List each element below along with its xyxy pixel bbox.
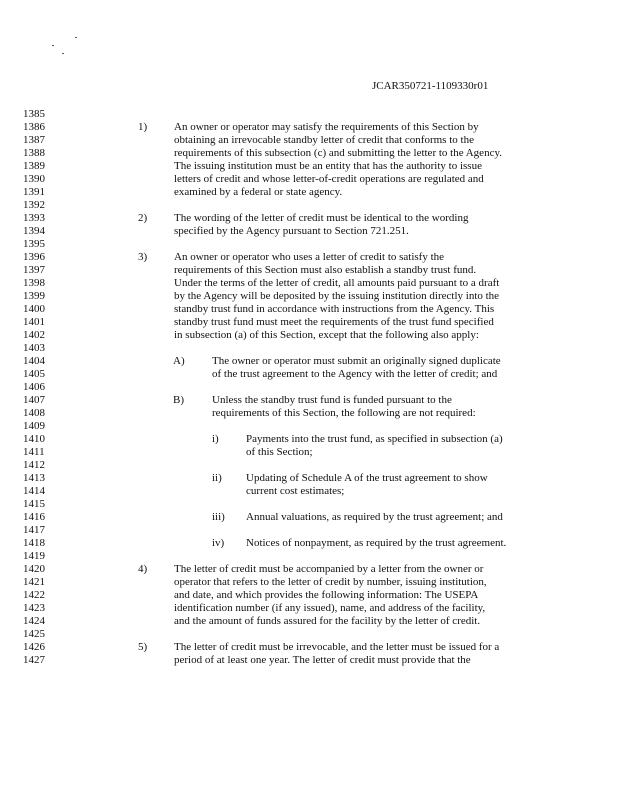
text-line	[0, 290, 618, 303]
line-text: requirements of this Section, the following are not required:	[212, 407, 476, 419]
text-line	[0, 238, 618, 251]
text-line	[0, 459, 618, 472]
line-number: 1391	[23, 186, 45, 198]
text-line	[0, 511, 618, 524]
line-text: Under the terms of the letter of credit, all amounts paid pursuant to a draft	[174, 277, 500, 289]
text-line	[0, 186, 618, 199]
line-number: 1393	[23, 212, 45, 224]
text-line	[0, 550, 618, 563]
line-text: standby trust fund in accordance with instructions from the Agency. This	[174, 303, 495, 315]
line-number: 1388	[23, 147, 45, 159]
line-text: and date, and which provides the following information: The USEPA	[174, 589, 479, 601]
line-number: 1413	[23, 472, 45, 484]
line-number: 1399	[23, 290, 45, 302]
line-text: Notices of nonpayment, as required by the trust agreement.	[246, 537, 507, 549]
list-marker: i)	[212, 433, 219, 445]
line-text: operator that refers to the letter of credit by number, issuing institution,	[174, 576, 487, 588]
list-marker: 3)	[138, 251, 148, 263]
line-number: 1404	[23, 355, 45, 367]
line-text: requirements of this subsection (c) and submitting the letter to the Agency.	[174, 147, 502, 159]
scan-speck	[52, 45, 54, 46]
text-line	[0, 563, 618, 576]
line-number: 1407	[23, 394, 45, 406]
text-line	[0, 615, 618, 628]
text-line	[0, 134, 618, 147]
line-text: period of at least one year. The letter of credit must provide that the	[174, 654, 471, 666]
text-line	[0, 381, 618, 394]
text-line	[0, 589, 618, 602]
line-number: 1424	[23, 615, 45, 627]
line-text: Payments into the trust fund, as specified in subsection (a)	[246, 433, 503, 445]
text-line	[0, 212, 618, 225]
line-text: requirements of this Section must also establish a standby trust fund.	[174, 264, 477, 276]
text-line	[0, 537, 618, 550]
list-marker: 2)	[138, 212, 148, 224]
line-number: 1392	[23, 199, 45, 211]
line-number: 1415	[23, 498, 45, 510]
list-marker: A)	[173, 355, 185, 367]
text-line	[0, 160, 618, 173]
text-line	[0, 147, 618, 160]
line-number: 1425	[23, 628, 45, 640]
text-line	[0, 108, 618, 121]
text-line	[0, 472, 618, 485]
text-line	[0, 329, 618, 342]
line-text: current cost estimates;	[246, 485, 345, 497]
line-number: 1390	[23, 173, 45, 185]
line-number: 1419	[23, 550, 45, 562]
line-number: 1423	[23, 602, 45, 614]
text-line	[0, 407, 618, 420]
text-line	[0, 628, 618, 641]
text-line	[0, 498, 618, 511]
line-number: 1387	[23, 134, 45, 146]
line-number: 1385	[23, 108, 45, 120]
line-text: identification number (if any issued), name, and address of the facility,	[174, 602, 486, 614]
line-text: The issuing institution must be an entity that has the authority to issue	[174, 160, 482, 172]
line-text: The letter of credit must be accompanied by a letter from the owner or	[174, 563, 484, 575]
line-number: 1427	[23, 654, 45, 666]
list-marker: iii)	[212, 511, 225, 523]
line-text: examined by a federal or state agency.	[174, 186, 343, 198]
text-line	[0, 524, 618, 537]
line-text: in subsection (a) of this Section, except that the following also apply:	[174, 329, 479, 341]
text-line	[0, 394, 618, 407]
line-number: 1414	[23, 485, 45, 497]
line-text: letters of credit and whose letter-of-credit operations are regulated and	[174, 173, 484, 185]
text-line	[0, 368, 618, 381]
text-line	[0, 199, 618, 212]
text-line	[0, 576, 618, 589]
line-number: 1402	[23, 329, 45, 341]
line-number: 1394	[23, 225, 45, 237]
line-number: 1403	[23, 342, 45, 354]
line-text: An owner or operator who uses a letter of credit to satisfy the	[174, 251, 445, 263]
line-number: 1411	[23, 446, 45, 458]
line-number: 1405	[23, 368, 45, 380]
text-line	[0, 654, 618, 667]
text-line	[0, 342, 618, 355]
line-text: Annual valuations, as required by the trust agreement; and	[246, 511, 503, 523]
text-line	[0, 433, 618, 446]
line-text: An owner or operator may satisfy the requirements of this Section by	[174, 121, 479, 133]
text-line	[0, 641, 618, 654]
text-line	[0, 173, 618, 186]
line-text: specified by the Agency pursuant to Section 721.251.	[174, 225, 409, 237]
line-number: 1408	[23, 407, 45, 419]
line-text: The letter of credit must be irrevocable, and the letter must be issued for a	[174, 641, 500, 653]
text-line	[0, 485, 618, 498]
line-number: 1418	[23, 537, 45, 549]
text-line	[0, 355, 618, 368]
line-number: 1389	[23, 160, 45, 172]
text-line	[0, 121, 618, 134]
line-number: 1409	[23, 420, 45, 432]
line-number: 1395	[23, 238, 45, 250]
line-number: 1412	[23, 459, 45, 471]
line-number: 1400	[23, 303, 45, 315]
list-marker: 1)	[138, 121, 148, 133]
list-marker: 5)	[138, 641, 148, 653]
scan-speck	[75, 37, 77, 38]
line-number: 1386	[23, 121, 45, 133]
line-number: 1416	[23, 511, 45, 523]
line-text: and the amount of funds assured for the facility by the letter of credit.	[174, 615, 481, 627]
text-line	[0, 264, 618, 277]
line-number: 1422	[23, 589, 45, 601]
text-line	[0, 251, 618, 264]
document-id-header: JCAR350721-1109330r01	[372, 80, 489, 92]
line-number: 1396	[23, 251, 45, 263]
line-number: 1420	[23, 563, 45, 575]
line-number: 1406	[23, 381, 45, 393]
list-marker: B)	[173, 394, 184, 406]
text-line	[0, 420, 618, 433]
line-text: Updating of Schedule A of the trust agreement to show	[246, 472, 488, 484]
line-number: 1398	[23, 277, 45, 289]
line-text: The owner or operator must submit an originally signed duplicate	[212, 355, 501, 367]
text-line	[0, 602, 618, 615]
line-number: 1426	[23, 641, 45, 653]
line-text: of the trust agreement to the Agency with the letter of credit; and	[212, 368, 498, 380]
line-text: The wording of the letter of credit must be identical to the wording	[174, 212, 469, 224]
line-number: 1397	[23, 264, 45, 276]
line-number: 1410	[23, 433, 45, 445]
line-text: Unless the standby trust fund is funded pursuant to the	[212, 394, 452, 406]
scan-speck	[62, 53, 64, 54]
text-line	[0, 446, 618, 459]
line-text: of this Section;	[246, 446, 313, 458]
line-number: 1421	[23, 576, 45, 588]
text-line	[0, 277, 618, 290]
line-number: 1401	[23, 316, 45, 328]
list-marker: 4)	[138, 563, 148, 575]
line-number: 1417	[23, 524, 45, 536]
line-text: by the Agency will be deposited by the issuing institution directly into the	[174, 290, 500, 302]
line-text: obtaining an irrevocable standby letter of credit that conforms to the	[174, 134, 474, 146]
list-marker: iv)	[212, 537, 225, 549]
list-marker: ii)	[212, 472, 222, 484]
text-line	[0, 316, 618, 329]
line-text: standby trust fund must meet the requirements of the trust fund specified	[174, 316, 494, 328]
text-line	[0, 303, 618, 316]
text-line	[0, 225, 618, 238]
